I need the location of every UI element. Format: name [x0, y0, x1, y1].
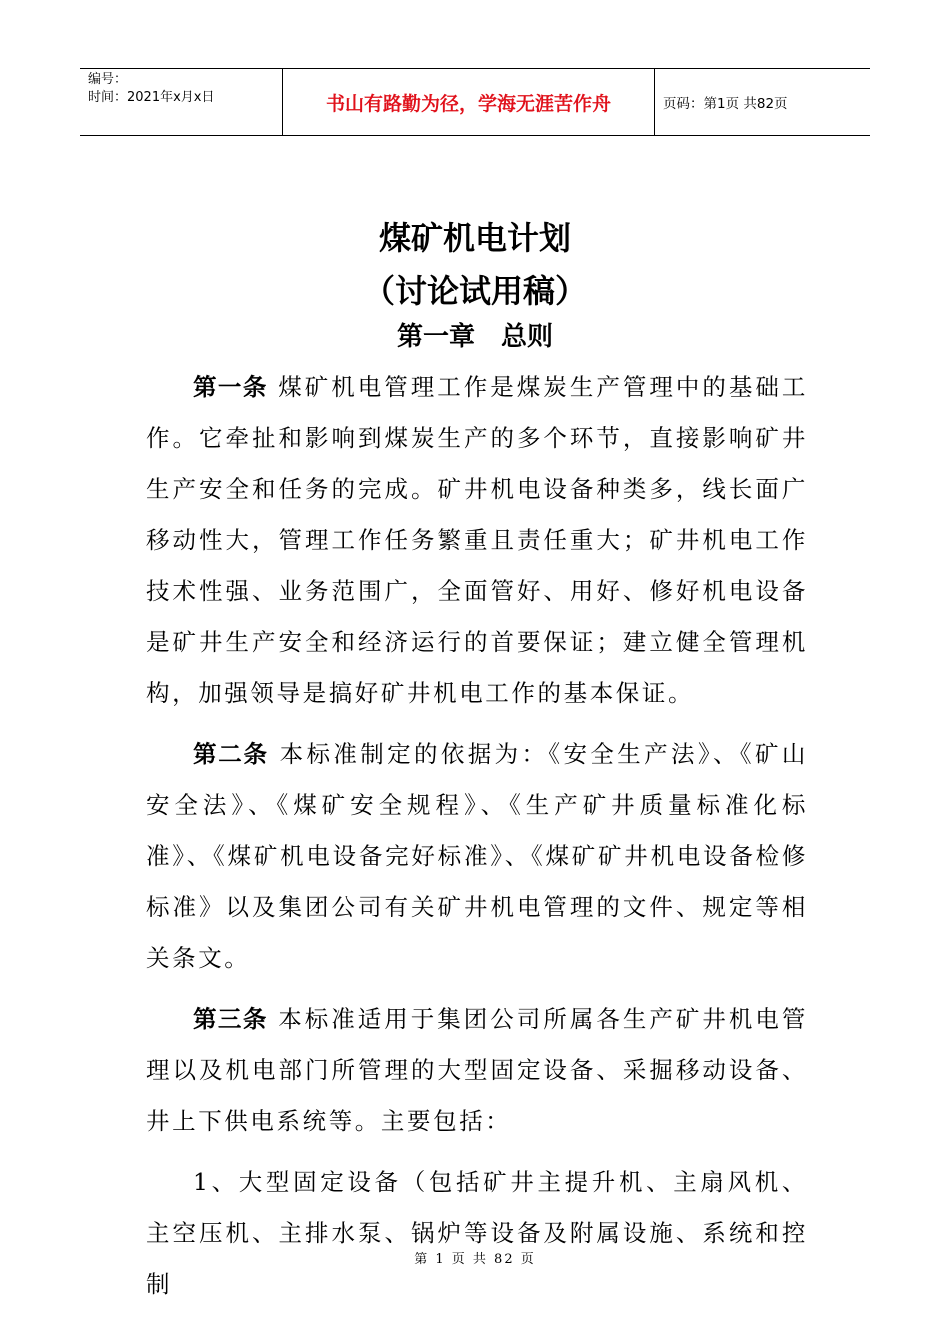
article-paragraph: [146, 729, 808, 984]
document-body: [146, 362, 808, 1320]
article-heading: 第三条: [193, 1005, 268, 1033]
page-footer: 第 1 页 共 82 页: [414, 1252, 536, 1267]
header-page-info: 页码：第1页 共82页: [663, 96, 788, 112]
article-heading: 第二条: [193, 740, 269, 768]
header-meta: [80, 69, 282, 135]
article-text: 本标准制定的依据为：《安全生产法》、《矿山安全法》、《煤矿安全规程》、《生产矿井质量标准化标准》、《煤矿机电设备完好标准》、《煤矿矿井机电设备检修标准》以及集团公司有关矿井机电管理的文件、规定等相关条文。: [146, 740, 809, 972]
article-paragraph: [146, 362, 808, 719]
date-label: 时间：2021年x月x日: [88, 90, 215, 105]
chapter-heading: 第一章 总则: [396, 322, 553, 352]
article-heading: 第一条: [193, 373, 268, 401]
document-subtitle: （讨论试用稿）: [362, 272, 587, 310]
list-item: 1、大型固定设备（包括矿井主提升机、主扇风机、主空压机、主排水泵、锅炉等设备及附属设施、系统和控制: [146, 1168, 808, 1298]
article-paragraph: [146, 994, 808, 1147]
article-text: 本标准适用于集团公司所属各生产矿井机电管理以及机电部门所管理的大型固定设备、采掘移动设备、井上下供电系统等。主要包括：: [146, 1005, 808, 1135]
document-title: 煤矿机电计划: [378, 219, 571, 257]
number-label: 编号：: [88, 72, 128, 87]
article-text: 煤矿机电管理工作是煤炭生产管理中的基础工作。它牵扯和影响到煤炭生产的多个环节，直接影响矿井生产安全和任务的完成。矿井机电设备种类多，线长面广移动性大，管理工作任务繁重且责任重大；矿井机电工作技术性强、业务范围广，全面管好、用好、修好机电设备是矿井生产安全和经济运行的首要保证；建立健全管理机构，加强领导是搞好矿井机电工作的基本保证。: [146, 373, 808, 707]
page-header: [80, 68, 870, 136]
header-motto: 书山有路勤为径，学海无涯苦作舟: [282, 69, 655, 135]
